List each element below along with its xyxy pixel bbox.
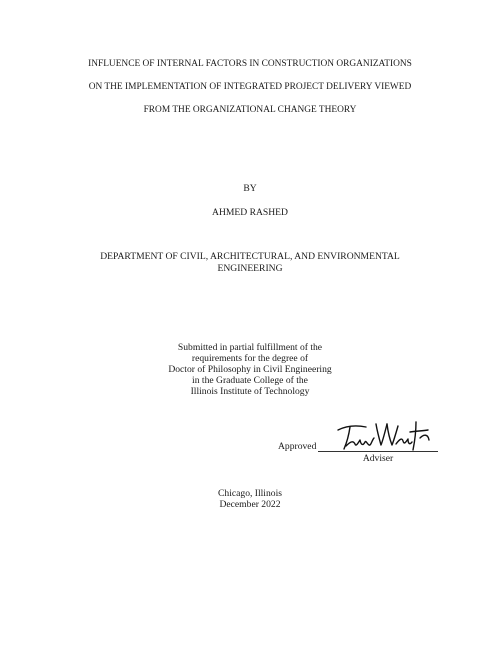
submission-line-5: Illinois Institute of Technology: [190, 386, 310, 397]
submission-line-4: in the Graduate College of the: [192, 375, 308, 386]
thesis-title-line-2: ON THE IMPLEMENTATION OF INTEGRATED PROJECT DELIVERY VIEWED: [88, 82, 412, 92]
signature-line: [318, 451, 438, 452]
submission-line-1: Submitted in partial fulfillment of the: [177, 342, 323, 353]
location: Chicago, Illinois: [218, 488, 282, 499]
thesis-title-line-1: INFLUENCE OF INTERNAL FACTORS IN CONSTRUCTION ORGANIZATIONS: [88, 59, 412, 69]
author-name: AHMED RASHED: [212, 207, 288, 218]
adviser-signature: [336, 418, 432, 454]
by-label: BY: [243, 183, 257, 194]
submission-line-2: requirements for the degree of: [191, 353, 309, 364]
approved-label: Approved: [278, 441, 317, 452]
department-line-1: DEPARTMENT OF CIVIL, ARCHITECTURAL, AND ENVIRONMENTAL: [100, 251, 400, 262]
submission-date: December 2022: [219, 499, 281, 510]
thesis-title-line-3: FROM THE ORGANIZATIONAL CHANGE THEORY: [143, 105, 357, 115]
adviser-label: Adviser: [362, 453, 394, 464]
department-line-2: ENGINEERING: [217, 263, 283, 274]
submission-line-3: Doctor of Philosophy in Civil Engineering: [168, 364, 332, 375]
